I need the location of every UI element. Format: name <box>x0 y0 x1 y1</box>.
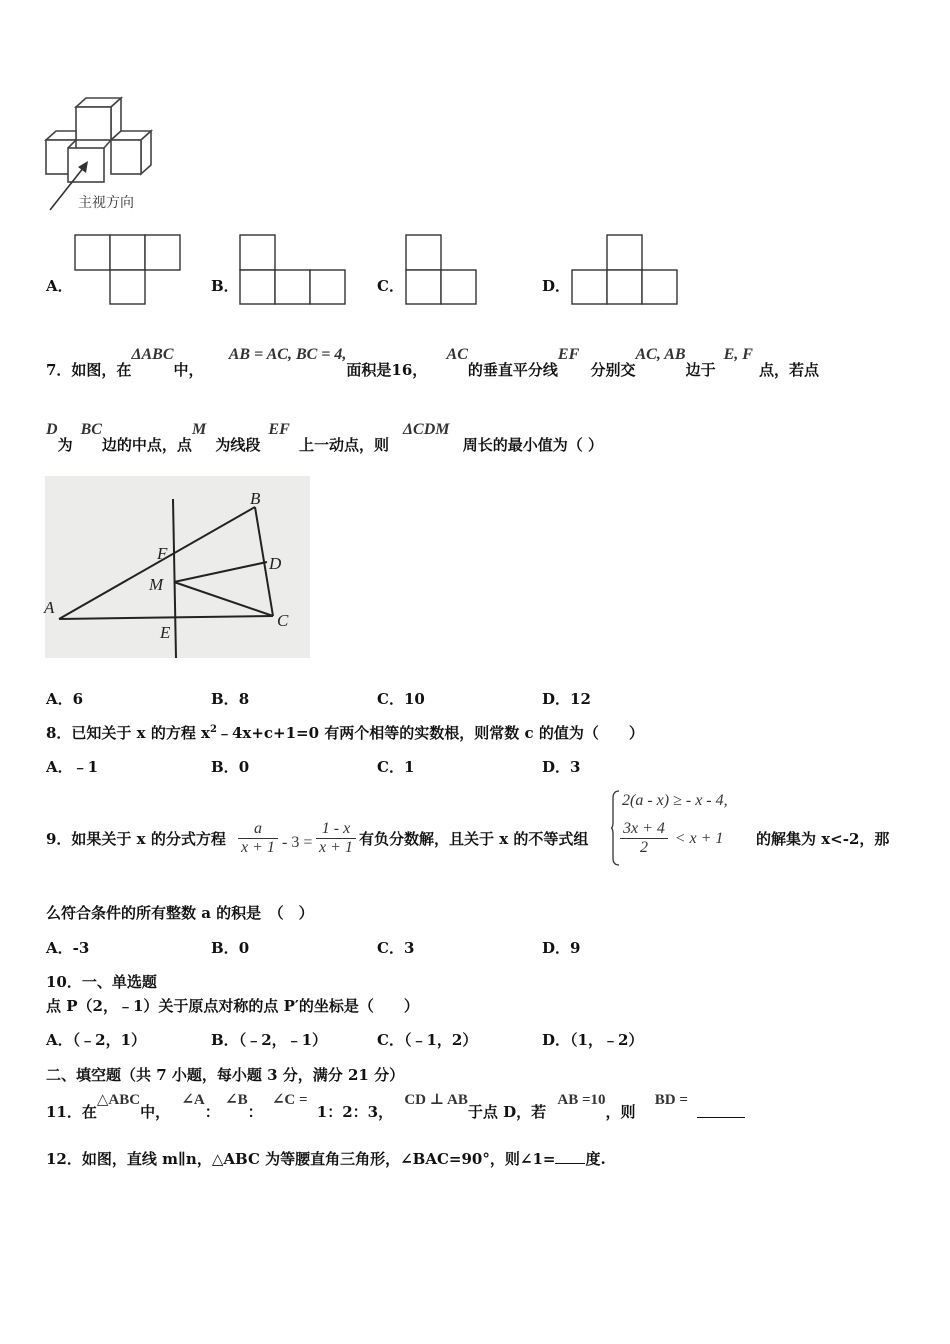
q10-option-b[interactable]: B．（﹣2，﹣1） <box>211 1031 328 1049</box>
q10-option-a[interactable]: A．（﹣2，1） <box>46 1031 147 1049</box>
q12-answer-blank[interactable] <box>555 1162 585 1164</box>
q7-label-m: M <box>149 575 164 594</box>
q7-option-d[interactable]: D．12 <box>542 690 591 708</box>
q6-option-d-figure[interactable] <box>571 234 681 306</box>
q6-option-a-figure[interactable] <box>74 234 184 306</box>
q7-text-line2: D为BC边的中点，点M 为线段EF 上一动点，则ΔCDM 周长的最小值为（ ） <box>46 421 603 454</box>
q7-option-c[interactable]: C．10 <box>377 690 425 708</box>
q7-option-b[interactable]: B．8 <box>211 690 250 708</box>
q9-middle-text: 有负分数解，且关于 x 的不等式组 <box>359 830 589 848</box>
q11-text: 11．在△ABC中， ∠A： ∠B： ∠C = 1：2：3， CD ⊥ AB于点 D，若 AB =10，则 BD = <box>46 1088 745 1109</box>
q6-option-c-figure[interactable] <box>405 234 480 306</box>
q9-minus-three: - 3 = <box>282 834 313 851</box>
q7-triangle-figure <box>45 476 310 658</box>
q8-option-a[interactable]: A．﹣1 <box>46 758 99 776</box>
q7-label-c: C <box>277 611 289 630</box>
q12-text: 12．如图，直线 m∥n，△ABC 为等腰直角三角形，∠BAC=90°，则∠1= 度. <box>46 1150 606 1168</box>
q7-label-f: F <box>157 544 168 563</box>
q8-option-b[interactable]: B．0 <box>211 758 250 776</box>
q6-option-b-figure[interactable] <box>239 234 349 306</box>
q9-option-a[interactable]: A．-3 <box>46 939 90 957</box>
q10-heading: 10．一、单选题 <box>46 973 157 991</box>
q10-option-d[interactable]: D．（1，﹣2） <box>542 1031 644 1049</box>
q7-label-a: A <box>44 598 55 617</box>
q8-option-d[interactable]: D．3 <box>542 758 581 776</box>
q8-option-c[interactable]: C．1 <box>377 758 415 776</box>
q10-option-c[interactable]: C．（﹣1，2） <box>377 1031 478 1049</box>
q7-label-b: B <box>250 489 261 508</box>
q9-inequality-2: $\frac{3x + 4}{2}$ < x + 1 <box>620 820 723 857</box>
q9-prefix: 9．如果关于 x 的分式方程 <box>46 830 226 848</box>
q10-text: 点 P（2，﹣1）关于原点对称的点 P′的坐标是（ ） <box>46 997 419 1015</box>
q7-label-e: E <box>160 623 171 642</box>
q9-option-b[interactable]: B．0 <box>211 939 250 957</box>
q9-option-c[interactable]: C．3 <box>377 939 415 957</box>
q9-line2: 么符合条件的所有整数 a 的积是 （ ） <box>46 904 314 922</box>
section2-heading: 二、填空题（共 7 小题，每小题 3 分，满分 21 分） <box>46 1066 405 1084</box>
q11-answer-blank[interactable] <box>697 1116 745 1118</box>
q7-text: 7．如图，在ΔABC中， AB = AC, BC = 4,面积是16， AC的垂直平分线EF 分别交AC, AB边于E, F点，若点 <box>46 346 819 379</box>
q9-inequality-1: 2(a - x) ≥ - x - 4, <box>622 792 728 809</box>
q8-text: 8．已知关于 x 的方程 $x^2﹣4x+c+1=0$ 有两个相等的实数根，则常数 c 的值为（ ） <box>46 724 644 742</box>
q9-fraction-1: $\frac{a}{x + 1}$ <box>238 820 278 857</box>
q9-option-d[interactable]: D．9 <box>542 939 581 957</box>
q9-fraction-2: $\frac{1 - x}{x + 1}$ <box>316 820 356 857</box>
q9-suffix: 的解集为 x<-2，那 <box>756 830 890 848</box>
q7-label-d: D <box>269 554 282 573</box>
q6-option-b-label[interactable]: B． <box>211 277 239 295</box>
q6-option-a-label[interactable]: A． <box>46 277 73 295</box>
view-direction-caption: 主视方向 <box>78 195 134 211</box>
q7-option-a[interactable]: A．6 <box>46 690 84 708</box>
q6-option-d-label[interactable]: D． <box>542 277 571 295</box>
q6-option-c-label[interactable]: C． <box>377 277 404 295</box>
